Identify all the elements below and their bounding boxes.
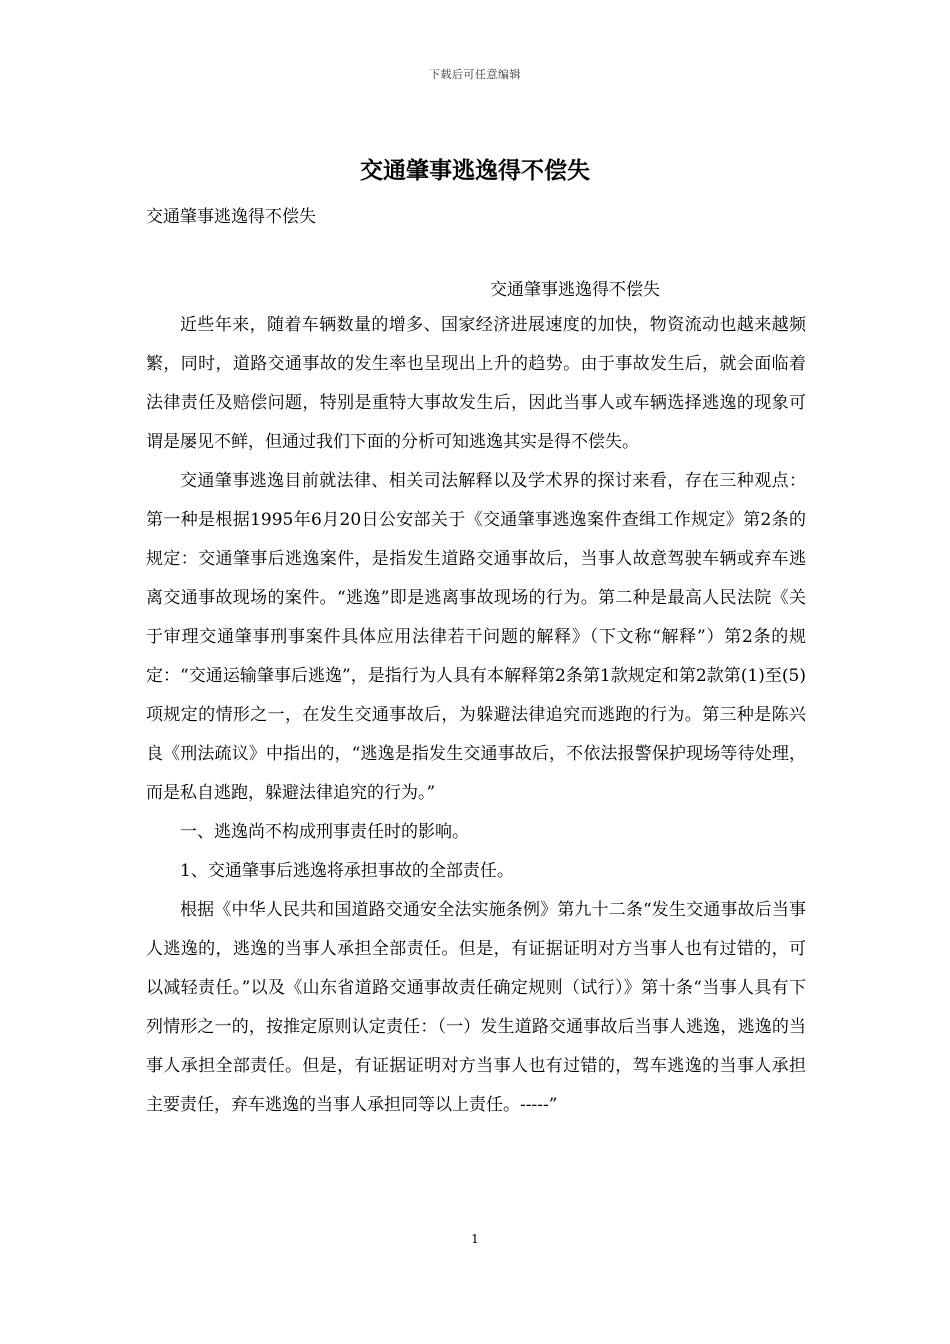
section-title: 交通肇事逃逸得不偿失 (490, 280, 660, 300)
page-number: 1 (471, 1232, 479, 1246)
page-header: 下载后可任意编辑 (429, 68, 521, 81)
subsection-heading-1: 1、交通肇事后逃逸将承担事故的全部责任。 (180, 861, 514, 881)
section-heading-1: 一、逃逸尚不构成刑事责任时的影响。 (180, 822, 469, 842)
document-subtitle: 交通肇事逃逸得不偿失 (146, 207, 316, 227)
paragraph-regulations: 根据《中华人民共和国道路交通安全法实施条例》第九十二条“发生交通事故后当事人逃逸的，逃逸的当事人承担全部责任。但是，有证据证明对方当事人也有过错的，可以减轻责任。”以及《山东省道路交通事故责任确定规则（试行）》第十条“当事人具有下列情形之一的，按推定原则认定责任：（一）发生道路交通事故后当事人逃逸，逃逸的当事人承担全部责任。但是，有证据证明对方当事人也有过错的，驾车逃逸的当事人承担主要责任，弃车逃逸的当事人承担同等以上责任。-----” (146, 900, 806, 1115)
document-body (146, 306, 806, 1125)
paragraph-intro: 近些年来，随着车辆数量的增多、国家经济进展速度的加快，物资流动也越来越频繁，同时，道路交通事故的发生率也呈现出上升的趋势。由于事故发生后，就会面临着法律责任及赔偿问题，特别是重特大事故发生后，因此当事人或车辆选择逃逸的现象可谓是屡见不鲜，但通过我们下面的分析可知逃逸其实是得不偿失。 (146, 315, 806, 452)
document-title: 交通肇事逃逸得不偿失 (360, 157, 590, 184)
paragraph-definitions: 交通肇事逃逸目前就法律、相关司法解释以及学术界的探讨来看，存在三种观点：第一种是根据1995年6月20日公安部关于《交通肇事逃逸案件查缉工作规定》第2条的规定：交通肇事后逃逸案件，是指发生道路交通事故后，当事人故意驾驶车辆或弃车逃离交通事故现场的案件。“逃逸”即是逃离事故现场的行为。第二种是最高人民法院《关于审理交通肇事刑事案件具体应用法律若干问题的解释》（下文称“解释”）第2条的规定：“交通运输肇事后逃逸”，是指行为人具有本解释第2条第1款规定和第2款第(1)至(5)项规定的情形之一，在发生交通事故后，为躲避法律追究而逃跑的行为。第三种是陈兴良《刑法疏议》中指出的，“逃逸是指发生交通事故后，不依法报警保护现场等待处理，而是私自逃跑，躲避法律追究的行为。” (146, 471, 806, 803)
